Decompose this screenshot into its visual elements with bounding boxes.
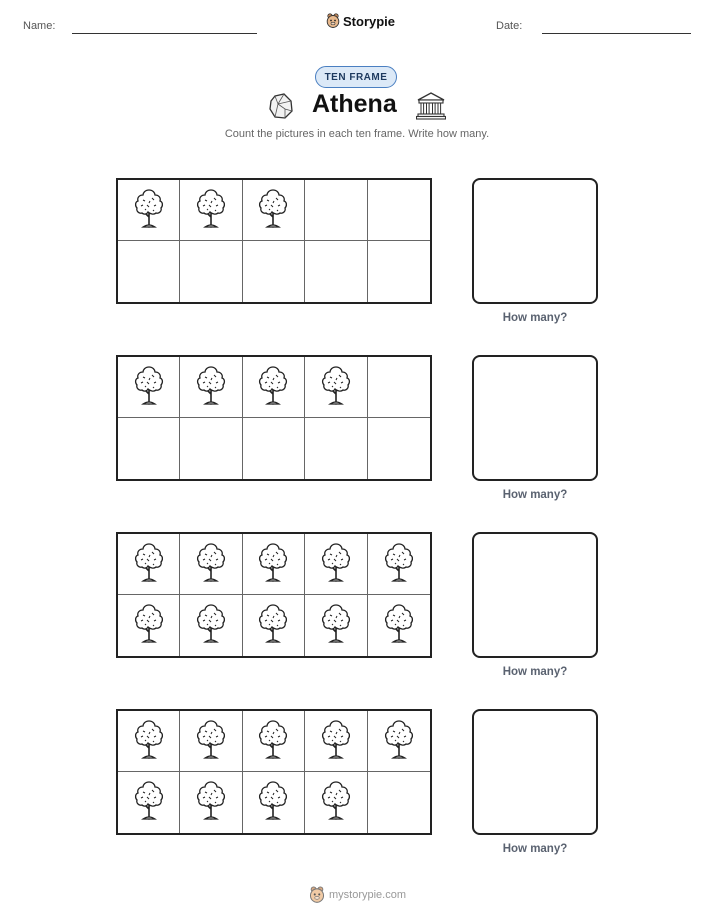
ten-frame-cell [118,357,180,418]
tree-icon [194,364,228,411]
mascot-icon [309,886,325,904]
ten-frame-cell [243,711,305,772]
ten-frame-cell [305,241,367,302]
name-label: Name: [23,20,56,32]
date-label: Date: [496,20,523,32]
ten-frame-cell [305,595,367,656]
ten-frame-cell [368,357,430,418]
tree-icon [194,602,228,649]
temple-icon [416,92,446,125]
answer-box[interactable] [472,532,598,658]
ten-frame-cell [305,772,367,833]
tree-icon [256,779,290,826]
tree-icon [194,718,228,765]
tree-icon [132,602,166,649]
ten-frame-cell [180,418,242,479]
tree-icon [132,718,166,765]
ten-frame [116,178,432,304]
footer-site: mystorypie.com [329,889,407,901]
ten-frame-cell [180,534,242,595]
tree-icon [256,541,290,588]
ten-frame-cell [243,180,305,241]
tree-icon [132,187,166,234]
ten-frame-cell [243,534,305,595]
tree-icon [382,541,416,588]
how-many-label: How many? [502,666,568,678]
ten-frame-cell [368,711,430,772]
tree-icon [194,779,228,826]
ten-frame-cell [243,357,305,418]
ten-frame-cell [180,357,242,418]
worksheet-type-badge: TEN FRAME [315,66,397,88]
page-title: Athena [312,90,397,118]
ten-frame-cell [243,241,305,302]
name-line[interactable] [72,33,257,34]
tree-icon [132,541,166,588]
ten-frame-cell [118,711,180,772]
ten-frame-cell [180,595,242,656]
tree-icon [256,602,290,649]
tree-icon [256,187,290,234]
answer-box[interactable] [472,355,598,481]
tree-icon [194,187,228,234]
mascot-icon [326,13,340,29]
ten-frame-cell [368,595,430,656]
ten-frame-cell [118,241,180,302]
ten-frame-cell [305,711,367,772]
tree-icon [319,602,353,649]
answer-box[interactable] [472,178,598,304]
ten-frame-cell [368,418,430,479]
tree-icon [319,779,353,826]
date-line[interactable] [542,33,691,34]
ten-frame-cell [118,180,180,241]
ten-frame-cell [180,241,242,302]
ten-frame-cell [368,241,430,302]
answer-box[interactable] [472,709,598,835]
how-many-label: How many? [502,843,568,855]
ten-frame-cell [180,711,242,772]
rock-icon [268,92,294,125]
brand-logo [326,13,395,29]
ten-frame-cell [368,180,430,241]
tree-icon [319,364,353,411]
ten-frame-cell [305,534,367,595]
ten-frame-cell [305,357,367,418]
tree-icon [132,364,166,411]
ten-frame-cell [243,418,305,479]
footer [309,886,406,904]
instructions: Count the pictures in each ten frame. Write how many. [224,128,490,140]
tree-icon [319,541,353,588]
ten-frame-cell [180,180,242,241]
tree-icon [132,779,166,826]
ten-frame-cell [368,772,430,833]
ten-frame-cell [180,772,242,833]
ten-frame-cell [305,418,367,479]
ten-frame-cell [118,418,180,479]
ten-frame [116,709,432,835]
tree-icon [382,602,416,649]
ten-frame-cell [305,180,367,241]
brand-name: Storypie [343,13,396,29]
how-many-label: How many? [502,489,568,501]
tree-icon [319,718,353,765]
how-many-label: How many? [502,312,568,324]
ten-frame-cell [243,595,305,656]
ten-frame [116,532,432,658]
ten-frame-cell [118,534,180,595]
ten-frame-cell [243,772,305,833]
ten-frame-cell [368,534,430,595]
ten-frame-cell [118,772,180,833]
tree-icon [256,364,290,411]
tree-icon [382,718,416,765]
tree-icon [194,541,228,588]
tree-icon [256,718,290,765]
ten-frame [116,355,432,481]
ten-frame-cell [118,595,180,656]
